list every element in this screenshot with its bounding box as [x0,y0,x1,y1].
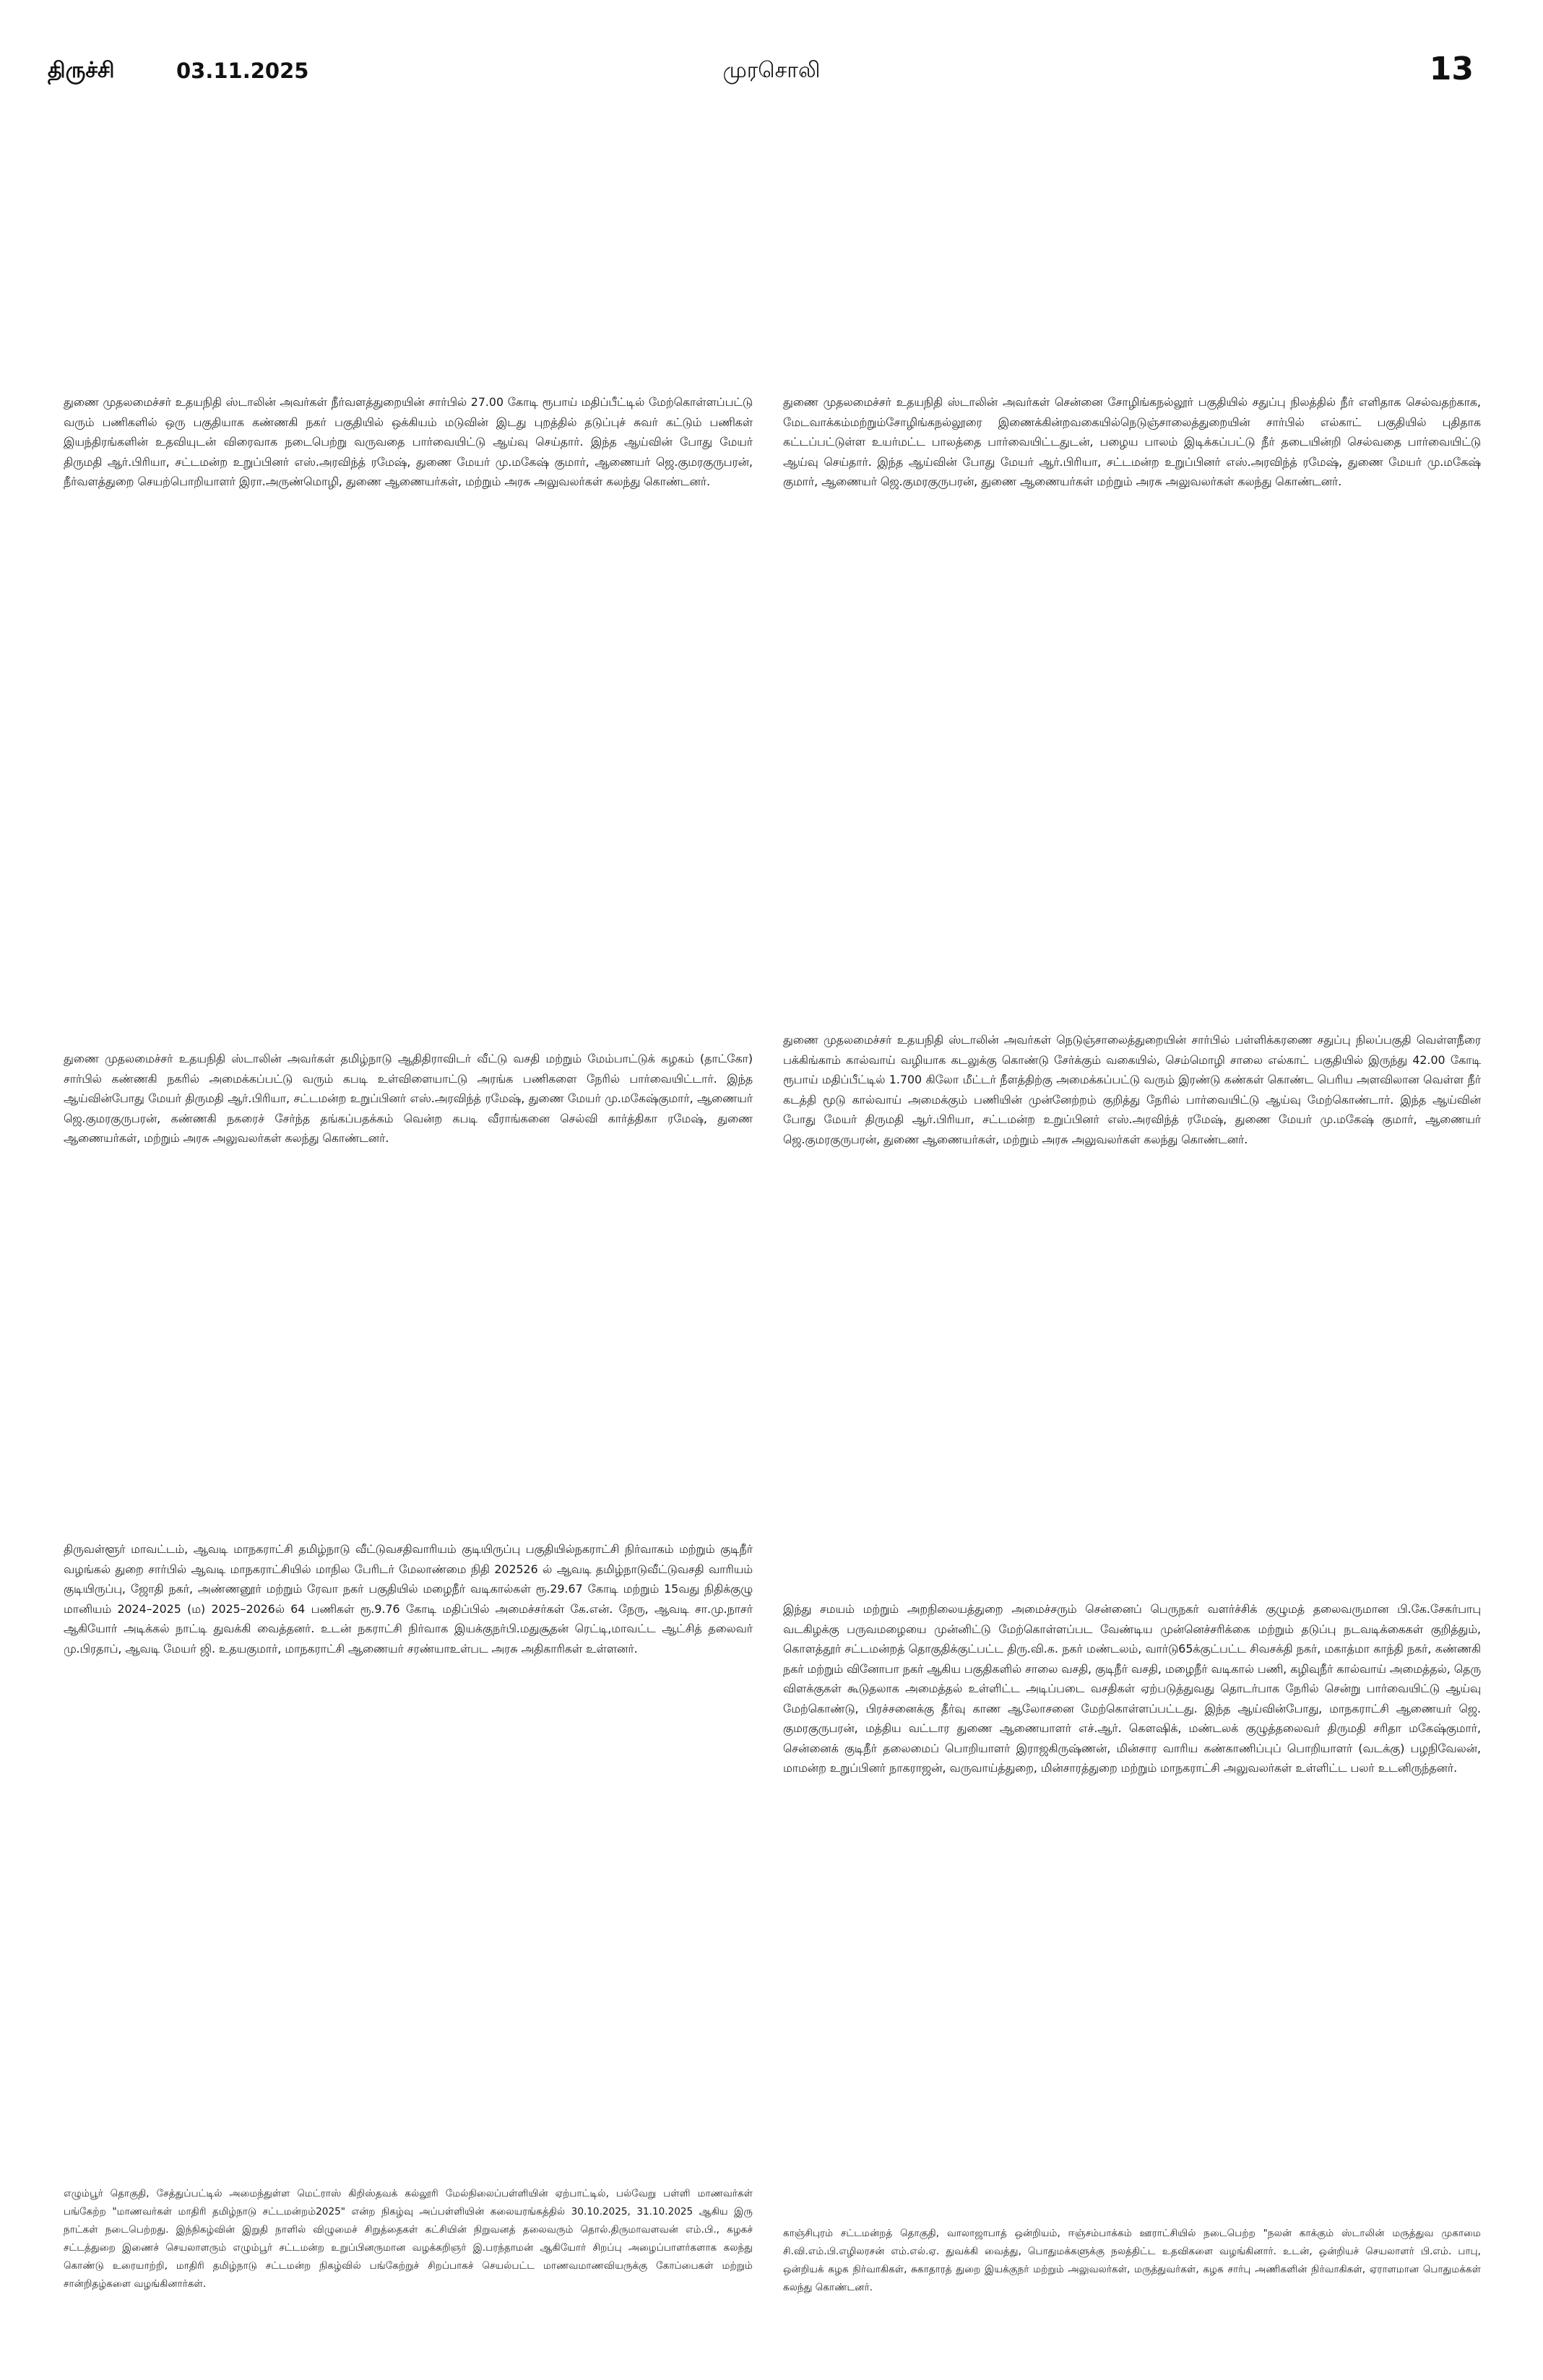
publication-date: 03.11.2025 [176,59,309,83]
photo-caption: துணை முதலமைச்சர் உதயநிதி ஸ்டாலின் அவர்கள் தமிழ்நாடு ஆதிதிராவிடர் வீட்டு வசதி மற்றும் மேம்பாட்டுக் கழகம் (தாட்கோ) சார்பில் கண்ணகி நகரில் அமைக்கப்பட்டு வரும் கபடி உள்விளையாட்டு அரங்க பணிகளை நேரில் பார்வையிட்டார். இந்த ஆய்வின்போது மேயர் திருமதி ஆர்.பிரியா, சட்டமன்ற உறுப்பினர் எஸ்.அரவிந்த் ரமேஷ், துணை மேயர் மு.மகேஷ்குமார், ஆணையர் ஜெ.குமரகுருபரன், கண்ணகி நகரைச் சேர்ந்த தங்கப்பதக்கம் வென்ற கபடி வீராங்கனை செல்வி கார்த்திகா ரமேஷ், துணை ஆணையர்கள், மற்றும் அரசு அலுவலர்கள் கலந்து கொண்டனர். [64,1052,753,1145]
photo-caption: திருவள்ளூர் மாவட்டம், ஆவடி மாநகராட்சி தமிழ்நாடு வீட்டுவசதிவாரியம் குடியிருப்பு பகுதியில்நகராட்சி நிர்வாகம் மற்றும் குடிநீர் வழங்கல் துறை சார்பில் ஆவடி மாநகராட்சியில் மாநில பேரிடர் மேலாண்மை நிதி 202526 ல் ஆவடி தமிழ்நாடுவீட்டுவசதி வாரியம் குடியிருப்பு, ஜோதி நகர், அண்ணனூர் மற்றும் ரேவா நகர் பகுதியில் மழைநீர் வடிகால்கள் ரூ.29.67 கோடி மற்றும் 15வது நிதிக்குழு மானியம் 2024–2025 (ம) 2025–2026ல் 64 பணிகள் ரூ.9.76 கோடி மதிப்பில் அமைச்சர்கள் கே.என். நேரு, ஆவடி சா.மு.நாசர் ஆகியோர் அடிக்கல் நாட்டி துவக்கி வைத்தனர். உடன் நகராட்சி நிர்வாக இயக்குநர்பி.மதுசூதன் ரெட்டி,மாவட்ட ஆட்சித் தலைவர் மு.பிரதாப், ஆவடி மேயர் ஜி. உதயகுமார், மாநகராட்சி ஆணையர் சரண்யாஉள்பட அரசு அதிகாரிகள் உள்ளனர். [64,1542,753,1656]
photo-caption: துணை முதலமைச்சர் உதயநிதி ஸ்டாலின் அவர்கள் நெடுஞ்சாலைத்துறையின் சார்பில் பள்ளிக்கரணை சதுப்பு நிலப்பகுதி வெள்ளநீரை பக்கிங்காம் கால்வாய் வழியாக கடலுக்கு கொண்டு சேர்க்கும் வகையில், செம்மொழி சாலை எல்காட் பகுதியில் இருந்து 42.00 கோடி ரூபாய் மதிப்பீட்டில் 1.700 கிலோ மீட்டர் நீளத்திற்கு அமைக்கப்பட்டு வரும் இரண்டு கண்கள் கொண்ட பெரிய அளவிலான வெள்ள நீர் கடத்தி மூடு கால்வாய் அமைக்கும் பணியின் முன்னேற்றம் குறித்து நேரில் பார்வையிட்டு ஆய்வு மேற்கொண்டார். இந்த ஆய்வின் போது மேயர் திருமதி ஆர்.பிரியா, சட்டமன்ற உறுப்பினர் எஸ்.அரவிந்த் ரமேஷ், துணை மேயர் மு.மகேஷ் குமார், ஆணையர் ஜெ.குமரகுருபரன், துணை ஆணையர்கள், மற்றும் அரசு அலுவலர்கள் கலந்து கொண்டனர். [783,1033,1481,1146]
photo-caption: காஞ்சிபுரம் சட்டமன்றத் தொகுதி, வாலாஜாபாத் ஒன்றியம், ஈஞ்சம்பாக்கம் ஊராட்சியில் நடைபெற்ற "நலன் காக்கும் ஸ்டாலின் மருத்துவ முகாமை சி.வி.எம்.பி.எழிலரசன் எம்.எல்.ஏ. துவக்கி வைத்து, பொதுமக்களுக்கு நலத்திட்ட உதவிகளை வழங்கினார். உடன், ஒன்றியச் செயலாளர் பி.எம். பாபு, ஒன்றியக் கழக நிர்வாகிகள், சுகாதாரத் துறை இயக்குநர் மற்றும் அலுவலர்கள், மருத்துவர்கள், கழக சார்பு அணிகளின் நிர்வாகிகள், ஏராளமான பொதுமக்கள் கலந்து கொண்டனர். [783,2228,1481,2293]
page-number: 13 [1429,51,1474,87]
photo-caption: இந்து சமயம் மற்றும் அறநிலையத்துறை அமைச்சரும் சென்னைப் பெருநகர் வளர்ச்சிக் குழுமத் தலைவருமான பி.கே.சேகர்பாபு வடகிழக்கு பருவமழையை முன்னிட்டு மேற்கொள்ளப்பட வேண்டிய முன்னெச்சரிக்கை மற்றும் தடுப்பு நடவடிக்கைகள் குறித்தும், கொளத்தூர் சட்டமன்றத் தொகுதிக்குட்பட்ட திரு.வி.க. நகர் மண்டலம், வார்டு65க்குட்பட்ட சிவசக்தி நகர், மகாத்மா காந்தி நகர், கண்ணகி நகர் மற்றும் வினோபா நகர் ஆகிய பகுதிகளில் சாலை வசதி, குடிநீர் வசதி, மழைநீர் வடிகால் பணி, கழிவுநீர் கால்வாய் அமைத்தல், தெரு விளக்குகள் கூடுதலாக அமைத்தல் உள்ளிட்ட அடிப்படை வசதிகள் ஏற்படுத்துவது தொடர்பாக நேரில் சென்று பார்வையிட்டு ஆய்வு மேற்கொண்டு, பிரச்சனைக்கு தீர்வு காண ஆலோசனை மேற்கொள்ளப்பட்டது. இந்த ஆய்வின்போது, மாநகராட்சி ஆணையர் ஜெ. குமரகுருபரன், மத்திய வட்டார துணை ஆணையாளர் எச்.ஆர். கௌஷிக், மண்டலக் குழுத்தலைவர் திருமதி சரிதா மகேஷ்குமார், சென்னைக் குடிநீர் தலைமைப் பொறியாளர் இராஜகிருஷ்ணன், மின்சார வாரிய கண்காணிப்புப் பொறியாளர் (வடக்கு) பழநிவேலன், மாமன்ற உறுப்பினர் நாகராஜன், வருவாய்த்துறை, மின்சாரத்துறை மற்றும் மாநகராட்சி அலுவலர்கள் உள்ளிட்ட பலர் உடனிருந்தனர். [783,1602,1481,1775]
photo-caption: எழும்பூர் தொகுதி, சேத்துப்பட்டில் அமைந்துள்ள மெட்ராஸ் கிறிஸ்தவக் கல்லூரி மேல்நிலைப்பள்ளியின் ஏற்பாட்டில், பல்வேறு பள்ளி மாணவர்கள் பங்கேற்ற "மாணவர்கள் மாதிரி தமிழ்நாடு சட்டமன்றம்2025" என்ற நிகழ்வு அப்பள்ளியின் கலையரங்கத்தில் 30.10.2025, 31.10.2025 ஆகிய இரு நாட்கள் நடைபெற்றது. இந்நிகழ்வின் இறுதி நாளில் விழுமைச் சிறுத்தைகள் கட்சியின் நிறுவனத் தலைவரும் தொல்.திருமாவளவன் எம்.பி., கழகச் சட்டத்துறை இணைச் செயலாளரும் எழும்பூர் சட்டமன்ற உறுப்பினருமான வழக்கறிஞர் இ.பரந்தாமன் ஆகியோர் சிறப்பு அழைப்பாளர்களாக கலந்து கொண்டு உரையாற்றி, மாதிரி தமிழ்நாடு சட்டமன்ற நிகழ்வில் பங்கேற்றுச் சிறப்பாகச் செயல்பட்ட மாணவமாணவியருக்கு கோப்பைகள் மற்றும் சான்றிதழ்களை வழங்கினார்கள். [64,2188,753,2290]
photo-caption: துணை முதலமைச்சர் உதயநிதி ஸ்டாலின் அவர்கள் சென்னை சோழிங்கநல்லூர் பகுதியில் சதுப்பு நிலத்தில் நீர் எளிதாக செல்வதற்காக, மேடவாக்கம்மற்றும்சோழிங்கநல்லூரை இணைக்கின்றவகையில்நெடுஞ்சாலைத்துறையின் சார்பில் எல்காட் பகுதியில் புதிதாக கட்டப்பட்டுள்ள உயர்மட்ட பாலத்தை பார்வையிட்டதுடன், பழைய பாலம் இடிக்கப்பட்டு நீர் தடையின்றி செல்வதை பார்வையிட்டு ஆய்வு செய்தார். இந்த ஆய்வின் போது மேயர் ஆர்.பிரியா, சட்டமன்ற உறுப்பினர் எஸ்.அரவிந்த் ரமேஷ், துணை மேயர் மு.மகேஷ் குமார், ஆணையர் ஜெ.குமரகுருபரன், துணை ஆணையர்கள் மற்றும் அரசு அலுவலர்கள் கலந்து கொண்டனர். [783,395,1481,488]
page-header [0,0,1543,94]
newspaper-name: முரசொலி [722,58,821,83]
edition-city: திருச்சி [48,58,115,83]
photo-caption: துணை முதலமைச்சர் உதயநிதி ஸ்டாலின் அவர்கள் நீர்வளத்துறையின் சார்பில் 27.00 கோடி ரூபாய் மதிப்பீட்டில் மேற்கொள்ளப்பட்டு வரும் பணிகளில் ஒரு பகுதியாக கண்ணகி நகர் பகுதியில் ஒக்கியம் மடுவின் இடது புறத்தில் தடுப்புச் சுவர் கட்டும் பணிகள் இயந்திரங்களின் உதவியுடன் விரைவாக நடைபெற்று வருவதை பார்வையிட்டு ஆய்வு செய்தார். இந்த ஆய்வின் போது மேயர் திருமதி ஆர்.பிரியா, சட்டமன்ற உறுப்பினர் எஸ்.அரவிந்த் ரமேஷ், துணை மேயர் மு.மகேஷ் குமார், ஆணையர் ஜெ.குமரகுருபரன், நீர்வளத்துறை செயற்பொறியாளர் இரா.அருண்மொழி, துணை ஆணையர்கள், மற்றும் அரசு அலுவலர்கள் கலந்து கொண்டனர். [64,395,753,488]
